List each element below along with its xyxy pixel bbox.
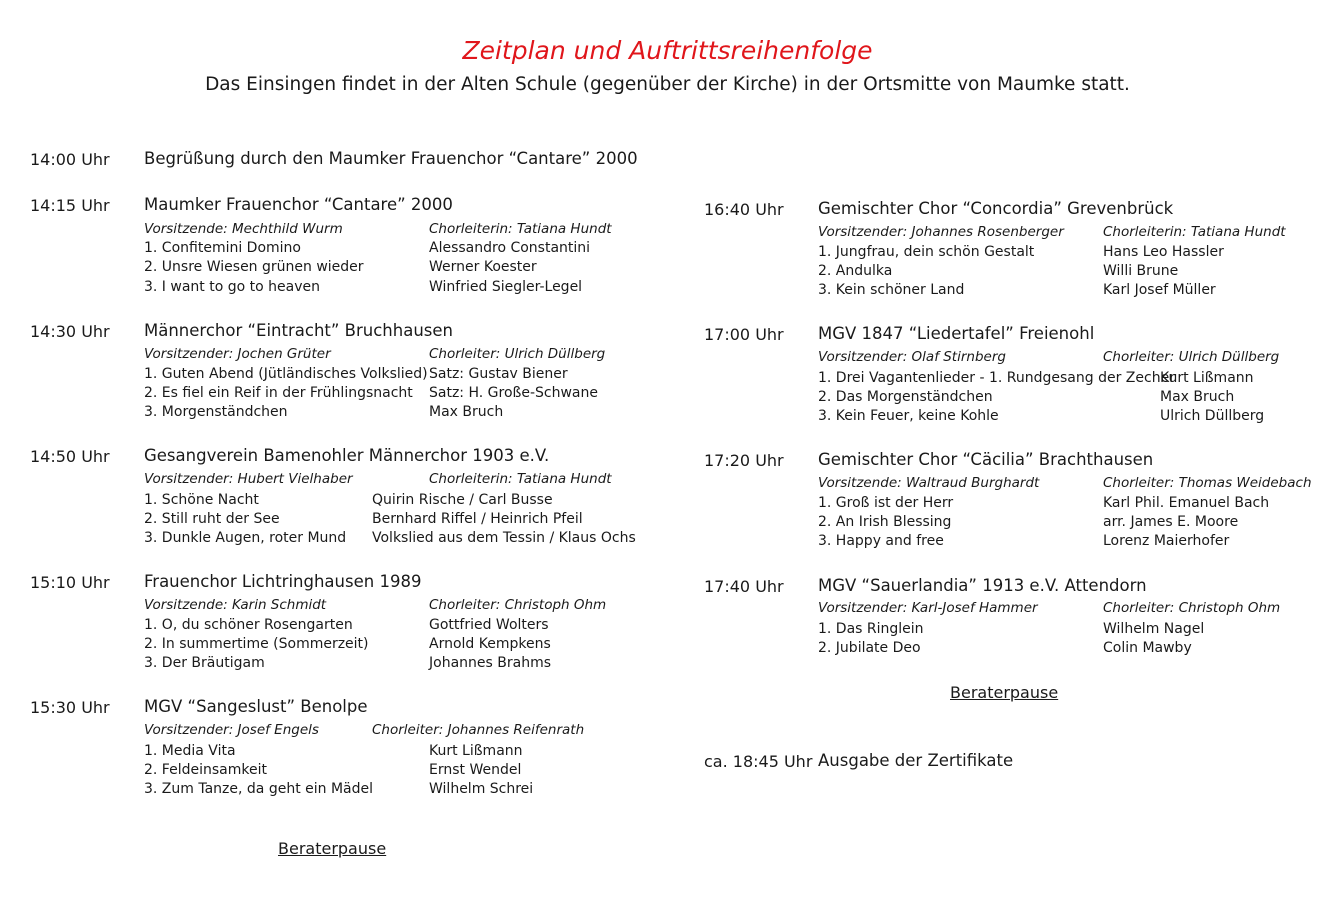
choir-name: Maumker Frauenchor “Cantare” 2000 — [144, 195, 453, 214]
song-composer: Gottfried Wolters — [429, 617, 549, 633]
block-time: 15:10 Uhr — [30, 573, 110, 592]
choir-name: MGV 1847 “Liedertafel” Freienohl — [818, 324, 1095, 343]
song-composer: Karl Phil. Emanuel Bach — [1103, 495, 1270, 511]
block-time: 14:30 Uhr — [30, 322, 110, 341]
song-title: 2. An Irish Blessing — [818, 514, 952, 530]
chair-person: Vorsitzende: Mechthild Wurm — [144, 221, 343, 237]
block-time: 14:15 Uhr — [30, 196, 110, 215]
song-composer: Max Bruch — [429, 404, 504, 420]
choir-name: Gemischter Chor “Concordia” Grevenbrück — [818, 199, 1174, 218]
page-title: Zeitplan und Auftrittsreihenfolge — [462, 36, 873, 65]
song-composer: Werner Koester — [429, 259, 537, 275]
closing-time: ca. 18:45 Uhr — [704, 752, 813, 771]
song-title: 3. Morgenständchen — [144, 404, 288, 420]
song-composer: Ulrich Düllberg — [1160, 408, 1265, 424]
song-title: 1. Guten Abend (Jütländisches Volkslied) — [144, 366, 428, 382]
song-composer: Satz: Gustav Biener — [429, 366, 568, 382]
song-composer: Johannes Brahms — [429, 655, 551, 671]
song-composer: arr. James E. Moore — [1103, 514, 1239, 530]
song-title: 1. Media Vita — [144, 743, 236, 759]
song-composer: Quirin Rische / Carl Busse — [372, 492, 553, 508]
song-composer: Arnold Kempkens — [429, 636, 551, 652]
song-title: 1. Groß ist der Herr — [818, 495, 954, 511]
song-title: 2. Es fiel ein Reif in der Frühlingsnacht — [144, 385, 413, 401]
closing-text: Ausgabe der Zertifikate — [818, 751, 1014, 770]
song-title: 1. Schöne Nacht — [144, 492, 259, 508]
song-title: 3. I want to go to heaven — [144, 279, 320, 295]
song-title: 3. Happy and free — [818, 533, 944, 549]
song-title: 1. Drei Vagantenlieder - 1. Rundgesang der Zecher — [818, 370, 1175, 386]
song-title: 1. Confitemini Domino — [144, 240, 301, 256]
song-composer: Hans Leo Hassler — [1103, 244, 1224, 260]
song-composer: Winfried Siegler-Legel — [429, 279, 583, 295]
chair-person: Vorsitzender: Hubert Vielhaber — [144, 471, 353, 487]
conductor: Chorleiterin: Tatiana Hundt — [1103, 224, 1286, 240]
song-title: 2. In summertime (Sommerzeit) — [144, 636, 369, 652]
conductor: Chorleiterin: Tatiana Hundt — [429, 221, 612, 237]
song-composer: Bernhard Riffel / Heinrich Pfeil — [372, 511, 583, 527]
song-composer: Willi Brune — [1103, 263, 1179, 279]
song-title: 1. Jungfrau, dein schön Gestalt — [818, 244, 1035, 260]
pause-label: Beraterpause — [950, 683, 1059, 702]
opening-time: 14:00 Uhr — [30, 150, 110, 169]
song-title: 2. Feldeinsamkeit — [144, 762, 267, 778]
song-title: 2. Das Morgenständchen — [818, 389, 993, 405]
song-composer: Wilhelm Schrei — [429, 781, 534, 797]
song-composer: Satz: H. Große-Schwane — [429, 385, 598, 401]
song-composer: Colin Mawby — [1103, 640, 1192, 656]
block-time: 16:40 Uhr — [704, 200, 784, 219]
conductor: Chorleiter: Thomas Weidebach — [1103, 475, 1312, 491]
choir-name: Frauenchor Lichtringhausen 1989 — [144, 572, 422, 591]
song-title: 3. Dunkle Augen, roter Mund — [144, 530, 347, 546]
opening-text: Begrüßung durch den Maumker Frauenchor “Cantare” 2000 — [144, 149, 638, 168]
chair-person: Vorsitzender: Josef Engels — [144, 722, 319, 738]
chair-person: Vorsitzender: Jochen Grüter — [144, 346, 331, 362]
song-composer: Ernst Wendel — [429, 762, 522, 778]
song-title: 2. Andulka — [818, 263, 893, 279]
song-title: 3. Der Bräutigam — [144, 655, 265, 671]
block-time: 15:30 Uhr — [30, 698, 110, 717]
choir-name: Gesangverein Bamenohler Männerchor 1903 e.V. — [144, 446, 550, 465]
song-composer: Karl Josef Müller — [1103, 282, 1216, 298]
conductor: Chorleiter: Johannes Reifenrath — [372, 722, 585, 738]
song-title: 2. Jubilate Deo — [818, 640, 921, 656]
conductor: Chorleiterin: Tatiana Hundt — [429, 471, 612, 487]
song-title: 1. Das Ringlein — [818, 621, 924, 637]
choir-name: Männerchor “Eintracht” Bruchhausen — [144, 321, 453, 340]
conductor: Chorleiter: Christoph Ohm — [429, 597, 607, 613]
block-time: 14:50 Uhr — [30, 447, 110, 466]
page-subtitle: Das Einsingen findet in der Alten Schule (gegenüber der Kirche) in der Ortsmitte von Maumke statt. — [205, 74, 1130, 95]
pause-label: Beraterpause — [278, 839, 387, 858]
chair-person: Vorsitzender: Johannes Rosenberger — [818, 224, 1064, 240]
chair-person: Vorsitzende: Karin Schmidt — [144, 597, 327, 613]
choir-name: MGV “Sangeslust” Benolpe — [144, 697, 368, 716]
choir-name: MGV “Sauerlandia” 1913 e.V. Attendorn — [818, 576, 1147, 595]
song-title: 3. Kein Feuer, keine Kohle — [818, 408, 999, 424]
song-composer: Alessandro Constantini — [429, 240, 591, 256]
conductor: Chorleiter: Christoph Ohm — [1103, 600, 1281, 616]
chair-person: Vorsitzender: Karl-Josef Hammer — [818, 600, 1038, 616]
song-title: 1. O, du schöner Rosengarten — [144, 617, 353, 633]
song-composer: Lorenz Maierhofer — [1103, 533, 1230, 549]
song-composer: Volkslied aus dem Tessin / Klaus Ochs — [372, 530, 636, 546]
song-composer: Wilhelm Nagel — [1103, 621, 1205, 637]
block-time: 17:40 Uhr — [704, 577, 784, 596]
song-title: 3. Zum Tanze, da geht ein Mädel — [144, 781, 374, 797]
block-time: 17:20 Uhr — [704, 451, 784, 470]
conductor: Chorleiter: Ulrich Düllberg — [1103, 349, 1280, 365]
choir-name: Gemischter Chor “Cäcilia” Brachthausen — [818, 450, 1154, 469]
song-title: 2. Unsre Wiesen grünen wieder — [144, 259, 364, 275]
chair-person: Vorsitzender: Olaf Stirnberg — [818, 349, 1006, 365]
chair-person: Vorsitzende: Waltraud Burghardt — [818, 475, 1040, 491]
song-composer: Max Bruch — [1160, 389, 1235, 405]
song-composer: Kurt Lißmann — [429, 743, 523, 759]
song-title: 3. Kein schöner Land — [818, 282, 965, 298]
song-title: 2. Still ruht der See — [144, 511, 280, 527]
conductor: Chorleiter: Ulrich Düllberg — [429, 346, 606, 362]
song-composer: Kurt Lißmann — [1160, 370, 1254, 386]
block-time: 17:00 Uhr — [704, 325, 784, 344]
